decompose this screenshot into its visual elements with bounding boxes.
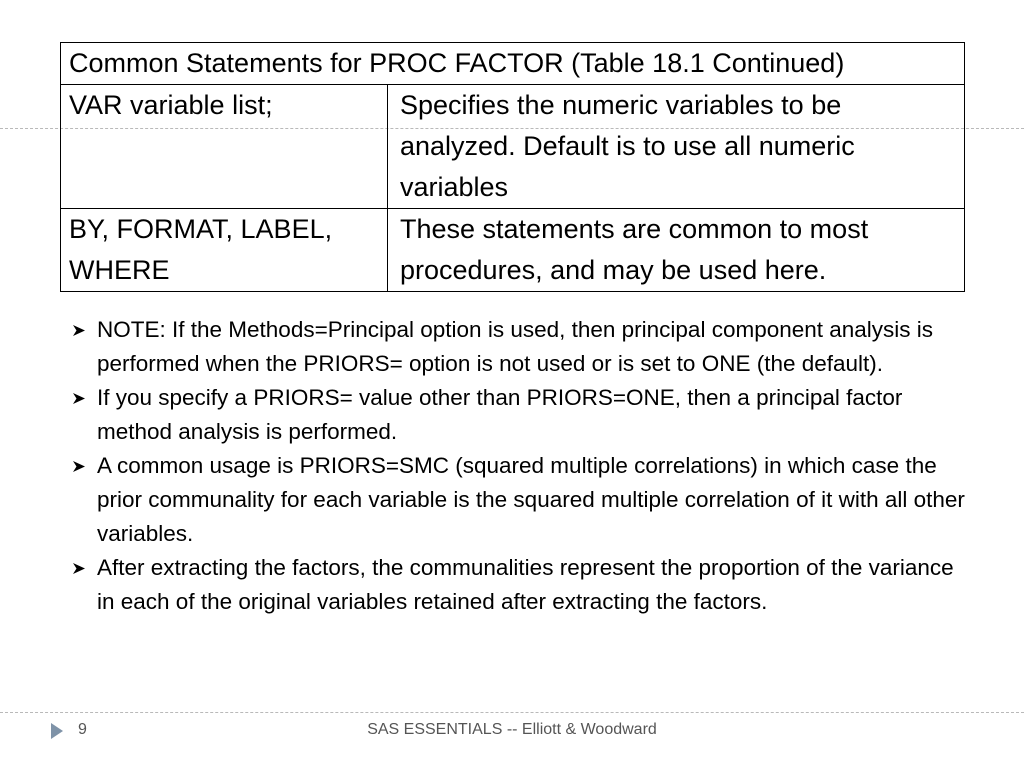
table-cell-statement: VAR variable list;	[61, 85, 388, 209]
bullet-text: A common usage is PRIORS=SMC (squared multiple correlations) in which case the prior communality for each variable is the squared multiple correlation of it with all other variables.	[97, 453, 965, 546]
arrow-bullet-icon	[72, 562, 86, 575]
divider-bottom	[0, 712, 1024, 713]
page-number: 9	[78, 721, 87, 738]
statements-table	[60, 42, 965, 292]
bullet-list	[72, 313, 972, 619]
arrow-bullet-icon	[72, 460, 86, 473]
arrow-bullet-icon	[72, 392, 86, 405]
list-item	[72, 313, 972, 381]
table-header-row	[61, 43, 965, 85]
table-header: Common Statements for PROC FACTOR (Table 18.1 Continued)	[61, 43, 965, 85]
table-row	[61, 209, 965, 292]
bullet-text: If you specify a PRIORS= value other than PRIORS=ONE, then a principal factor method analysis is performed.	[97, 385, 903, 444]
list-item	[72, 381, 972, 449]
list-item	[72, 551, 972, 619]
list-item	[72, 449, 972, 551]
bullet-text: After extracting the factors, the communalities represent the proportion of the variance in each of the original variables retained after extracting the factors.	[97, 555, 954, 614]
table-cell-description: These statements are common to most procedures, and may be used here.	[388, 209, 965, 292]
footer-text: SAS ESSENTIALS -- Elliott & Woodward	[367, 721, 657, 738]
table-cell-description: Specifies the numeric variables to be analyzed. Default is to use all numeric variables	[388, 85, 965, 209]
table-cell-statement: BY, FORMAT, LABEL, WHERE	[61, 209, 388, 292]
table-row	[61, 85, 965, 209]
arrow-bullet-icon	[72, 324, 86, 337]
bullet-text: NOTE: If the Methods=Principal option is used, then principal component analysis is performed when the PRIORS= option is not used or is set to ONE (the default).	[97, 317, 934, 376]
